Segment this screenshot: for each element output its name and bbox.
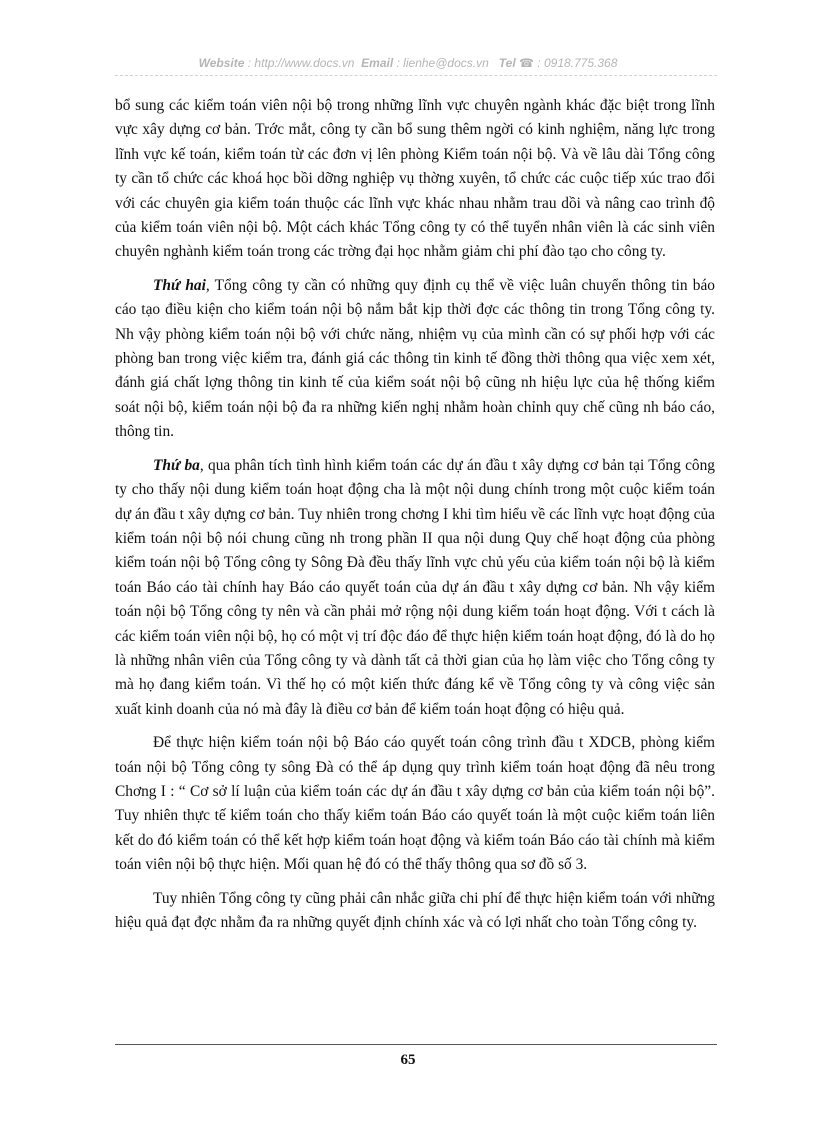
document-body	[115, 94, 715, 944]
footer-divider	[115, 1044, 717, 1045]
page-number: 65	[400, 1052, 416, 1068]
paragraph-3-lead: Thứ ba	[153, 456, 200, 474]
paragraph-2	[115, 274, 715, 445]
email-label: Email	[361, 56, 394, 70]
tel-value: ☎ : 0918.775.368	[519, 56, 618, 70]
website-value: : http://www.docs.vn	[247, 56, 355, 70]
paragraph-1: bổ sung các kiểm toán viên nội bộ trong những lĩnh vực chuyên ngành khác đặc biệt trong lĩnh vực xây dựng cơ bản. Trớc mắt, công ty cần bổ sung thêm ngời có kinh nghiệm, năng lực trong lĩnh vực kế toán, kiểm toán từ các đơn vị lên phòng Kiểm toán nội bộ. Và về lâu dài Tổng công ty cần tổ chức các khoá học bồi dỡng nghiệp vụ thờng xuyên, tổ chức các cuộc tiếp xúc trao đổi với các chuyên gia kiểm toán thuộc các lĩnh vực khác nhau nhằm trau dồi và nâng cao trình độ của kiểm toán viên nội bộ. Một cách khác Tổng công ty có thể tuyển nhân viên là các sinh viên chuyên nghành kiểm toán trong các trờng đại học nhằm giảm chi phí đào tạo cho công ty.	[115, 97, 715, 261]
paragraph-3-text: , qua phân tích tình hình kiểm toán các dự án đầu t xây dựng cơ bản tại Tổng công ty cho thấy nội dung kiểm toán hoạt động cha là một nội dung chính trong một cuộc kiểm toán dự án đầu t xây dựng cơ bản. Tuy nhiên trong chơng I khi tìm hiểu về các lĩnh vực hoạt động của kiểm toán nội bộ nói chung cũng nh trong phần II qua nội dung Quy chế hoạt động của phòng kiểm toán nội bộ Tổng công ty Sông Đà đều thấy lĩnh vực chủ yếu của kiểm toán nội bộ là kiểm toán Báo cáo tài chính hay Báo cáo quyết toán của dự án đầu t xây dựng cơ bản. Nh vậy kiểm toán nội bộ Tổng công ty nên và cần phải mở rộng nội dung kiểm toán hoạt động. Với t cách là các kiểm toán viên nội bộ, họ có một vị trí độc đáo để thực hiện kiểm toán hoạt động, đó là do họ là những nhân viên của Tổng công ty và dành tất cả thời gian của họ làm việc cho Tổng công ty mà họ đang kiểm toán. Vì thế họ có một kiến thức đáng kể về Tổng công ty và công việc sản xuất kinh doanh của nó mà đây là điều cơ bản để kiểm toán hoạt động có hiệu quả.	[115, 456, 716, 718]
paragraph-2-lead: Thứ hai	[153, 276, 206, 294]
paragraph-2-text: , Tổng công ty cần có những quy định cụ thể về việc luân chuyển thông tin báo cáo tạo điều kiện cho kiểm toán nội bộ nắm bắt kịp thời đợc các thông tin trong Tổng công ty. Nh vậy phòng kiểm toán nội bộ với chức năng, nhiệm vụ của mình cần có sự phối hợp với các phòng ban trong việc kiểm tra, đánh giá các thông tin kinh tế đồng thời thông qua việc xem xét, đánh giá chất lợng thông tin kinh tế của kiểm soát nội bộ cũng nh hiệu lực của hệ thống kiểm soát nội bộ, kiểm toán nội bộ đa ra những kiến nghị nhằm hoàn chỉnh quy chế cũng nh báo cáo, thông tin.	[115, 276, 715, 441]
website-label: Website	[198, 56, 245, 70]
email-value: : lienhe@docs.vn	[396, 56, 489, 70]
paragraph-5: Tuy nhiên Tổng công ty cũng phải cân nhắc giữa chi phí để thực hiện kiểm toán với những hiệu quả đạt đợc nhằm đa ra những quyết định chính xác và có lợi nhất cho toàn Tổng công ty.	[115, 889, 715, 931]
tel-label: Tel	[498, 56, 516, 70]
paragraph-3	[115, 454, 715, 722]
page-header	[0, 56, 816, 70]
header-divider	[115, 75, 717, 76]
paragraph-4: Để thực hiện kiểm toán nội bộ Báo cáo quyết toán công trình đầu t XDCB, phòng kiểm toán nội bộ Tổng công ty sông Đà có thể áp dụng quy trình kiểm toán hoạt động đã nêu trong Chơng I : “ Cơ sở lí luận của kiểm toán các dự án đầu t xây dựng cơ bản của kiểm toán nội bộ”. Tuy nhiên thực tế kiểm toán cho thấy kiểm toán Báo cáo quyết toán là một cuộc kiểm toán liên kết do đó kiểm toán có thể kết hợp kiểm toán hoạt động và kiểm toán Báo cáo tài chính mà kiểm toán viên nội bộ thực hiện. Mối quan hệ đó có thể thấy thông qua sơ đồ số 3.	[115, 734, 715, 874]
